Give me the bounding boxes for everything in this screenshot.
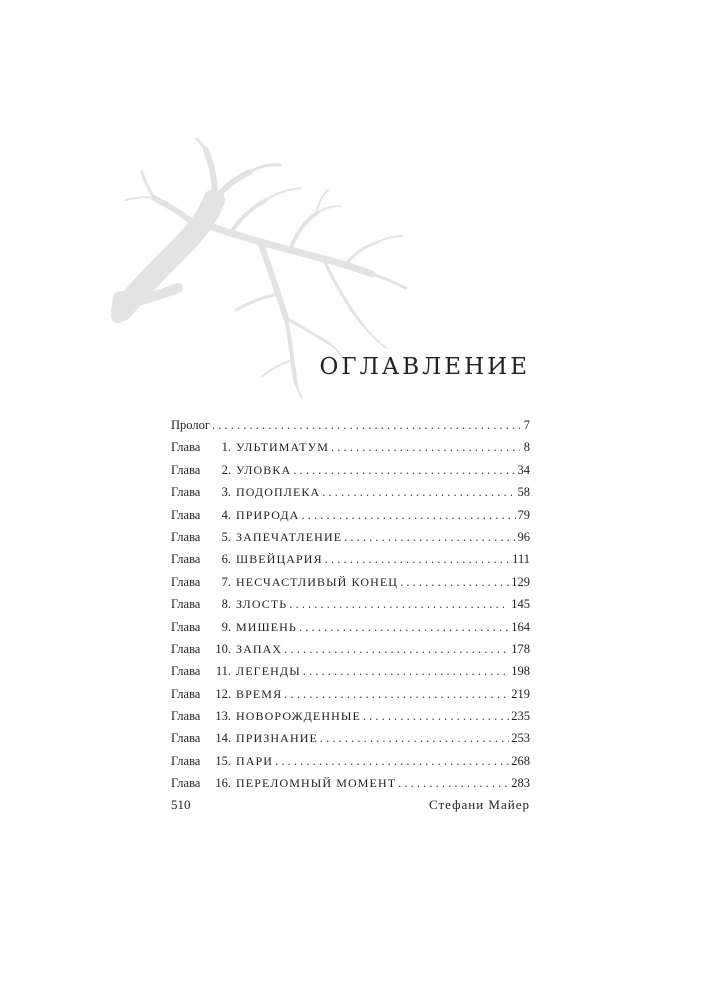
toc-entry bbox=[171, 485, 530, 507]
toc-entry-page: 235 bbox=[511, 709, 530, 724]
toc-entry-page: 79 bbox=[517, 507, 530, 522]
toc-entry-number: 9. bbox=[221, 619, 231, 634]
toc-entry-number: 7. bbox=[221, 574, 231, 589]
toc-entry bbox=[171, 731, 530, 753]
toc-entry-number: 1. bbox=[221, 440, 231, 455]
toc-entry-number: 2. bbox=[221, 462, 231, 477]
toc-entry-title: НЕСЧАСТЛИВЫЙ КОНЕЦ bbox=[236, 574, 399, 589]
toc-entry-prefix: Глава bbox=[171, 776, 201, 791]
dot-leader bbox=[293, 463, 515, 478]
toc-entry-page: 129 bbox=[511, 574, 530, 589]
dot-leader bbox=[301, 508, 515, 523]
toc-entry-number: 11. bbox=[215, 664, 231, 679]
dot-leader bbox=[320, 731, 509, 746]
toc-entry-prefix: Пролог bbox=[171, 418, 210, 432]
table-of-contents bbox=[171, 418, 530, 799]
toc-entry-page: 8 bbox=[523, 440, 530, 455]
toc-entry-prefix: Глава bbox=[171, 440, 201, 455]
toc-entry-page: 178 bbox=[511, 641, 530, 656]
toc-entry bbox=[171, 440, 530, 462]
toc-entry-number: 12. bbox=[215, 686, 231, 701]
dot-leader bbox=[303, 664, 509, 679]
toc-entry bbox=[171, 418, 530, 440]
toc-entry-prefix: Глава bbox=[171, 507, 201, 522]
toc-entry bbox=[171, 463, 530, 485]
toc-entry-page: 283 bbox=[511, 776, 530, 791]
toc-entry-prefix: Глава bbox=[171, 686, 201, 701]
toc-entry-title: ЛЕГЕНДЫ bbox=[236, 664, 301, 679]
page-number: 510 bbox=[171, 797, 191, 812]
toc-entry bbox=[171, 776, 530, 798]
toc-entry-prefix: Глава bbox=[171, 597, 201, 612]
running-footer-author: Стефани Майер bbox=[428, 797, 530, 812]
toc-entry bbox=[171, 552, 530, 574]
dot-leader bbox=[299, 620, 509, 635]
toc-entry-number: 8. bbox=[221, 597, 231, 612]
dot-leader bbox=[363, 709, 509, 724]
toc-entry-prefix: Глава bbox=[171, 641, 201, 656]
toc-entry bbox=[171, 642, 530, 664]
toc-entry-page: 34 bbox=[517, 462, 530, 477]
toc-entry-page: 111 bbox=[512, 552, 530, 567]
toc-entry-number: 14. bbox=[215, 731, 231, 746]
toc-entry-page: 58 bbox=[517, 485, 530, 500]
toc-entry-page: 145 bbox=[511, 597, 530, 612]
toc-entry-title: ЗАПАХ bbox=[236, 641, 283, 656]
dot-leader bbox=[322, 485, 515, 500]
dot-leader bbox=[212, 418, 520, 433]
toc-heading: ОГЛАВЛЕНИЕ bbox=[319, 354, 530, 380]
toc-entry bbox=[171, 620, 530, 642]
toc-entry-prefix: Глава bbox=[171, 753, 201, 768]
toc-entry-title: УЛЬТИМАТУМ bbox=[236, 440, 330, 455]
toc-entry-prefix: Глава bbox=[171, 664, 201, 679]
dot-leader bbox=[400, 575, 509, 590]
dot-leader bbox=[284, 687, 509, 702]
dot-leader bbox=[289, 597, 509, 612]
toc-entry-number: 15. bbox=[215, 753, 231, 768]
dot-leader bbox=[344, 530, 515, 545]
toc-entry-number: 5. bbox=[221, 529, 231, 544]
toc-entry-title: УЛОВКА bbox=[236, 462, 292, 477]
toc-entry-page: 96 bbox=[517, 529, 530, 544]
dot-leader bbox=[275, 754, 509, 769]
toc-entry-prefix: Глава bbox=[171, 619, 201, 634]
toc-entry bbox=[171, 575, 530, 597]
toc-entry-title: ВРЕМЯ bbox=[236, 686, 283, 701]
toc-entry-title: ПОДОПЛЕКА bbox=[236, 485, 321, 500]
toc-entry-title: ПРИРОДА bbox=[236, 507, 300, 522]
toc-entry-number: 10. bbox=[215, 641, 231, 656]
toc-entry-page: 219 bbox=[511, 686, 530, 701]
toc-entry bbox=[171, 508, 530, 530]
toc-entry-title: ПАРИ bbox=[236, 753, 274, 768]
toc-entry-prefix: Глава bbox=[171, 485, 201, 500]
toc-entry bbox=[171, 664, 530, 686]
toc-entry bbox=[171, 687, 530, 709]
toc-entry-title: ЗАПЕЧАТЛЕНИЕ bbox=[236, 529, 343, 544]
toc-entry bbox=[171, 754, 530, 776]
toc-entry bbox=[171, 530, 530, 552]
dot-leader bbox=[284, 642, 509, 657]
toc-entry-number: 3. bbox=[221, 485, 231, 500]
toc-entry-page: 253 bbox=[511, 731, 530, 746]
toc-entry-prefix: Глава bbox=[171, 529, 201, 544]
toc-entry bbox=[171, 597, 530, 619]
toc-entry-prefix: Глава bbox=[171, 731, 201, 746]
toc-entry-prefix: Глава bbox=[171, 709, 201, 724]
toc-entry-number: 6. bbox=[221, 552, 231, 567]
toc-entry-prefix: Глава bbox=[171, 462, 201, 477]
toc-entry-title: МИШЕНЬ bbox=[236, 619, 297, 634]
toc-entry-title: ЗЛОСТЬ bbox=[236, 597, 288, 612]
toc-entry-page: 268 bbox=[511, 753, 530, 768]
toc-entry-number: 4. bbox=[221, 507, 231, 522]
toc-entry-title: ПРИЗНАНИЕ bbox=[236, 731, 318, 746]
toc-entry-title: ШВЕЙЦАРИЯ bbox=[236, 552, 323, 567]
toc-entry-prefix: Глава bbox=[171, 552, 201, 567]
dot-leader bbox=[325, 552, 510, 567]
dot-leader bbox=[331, 440, 520, 455]
toc-entry-title: НОВОРОЖДЕННЫЕ bbox=[236, 709, 361, 724]
toc-entry-number: 13. bbox=[215, 709, 231, 724]
toc-entry-page: 164 bbox=[511, 619, 530, 634]
toc-entry-number: 16. bbox=[215, 776, 231, 791]
toc-entry-title: ПЕРЕЛОМНЫЙ МОМЕНТ bbox=[236, 776, 397, 791]
toc-entry-page: 198 bbox=[511, 664, 530, 679]
toc-entry-page: 7 bbox=[523, 418, 530, 432]
toc-entry bbox=[171, 709, 530, 731]
dot-leader bbox=[398, 776, 509, 791]
toc-entry-prefix: Глава bbox=[171, 574, 201, 589]
